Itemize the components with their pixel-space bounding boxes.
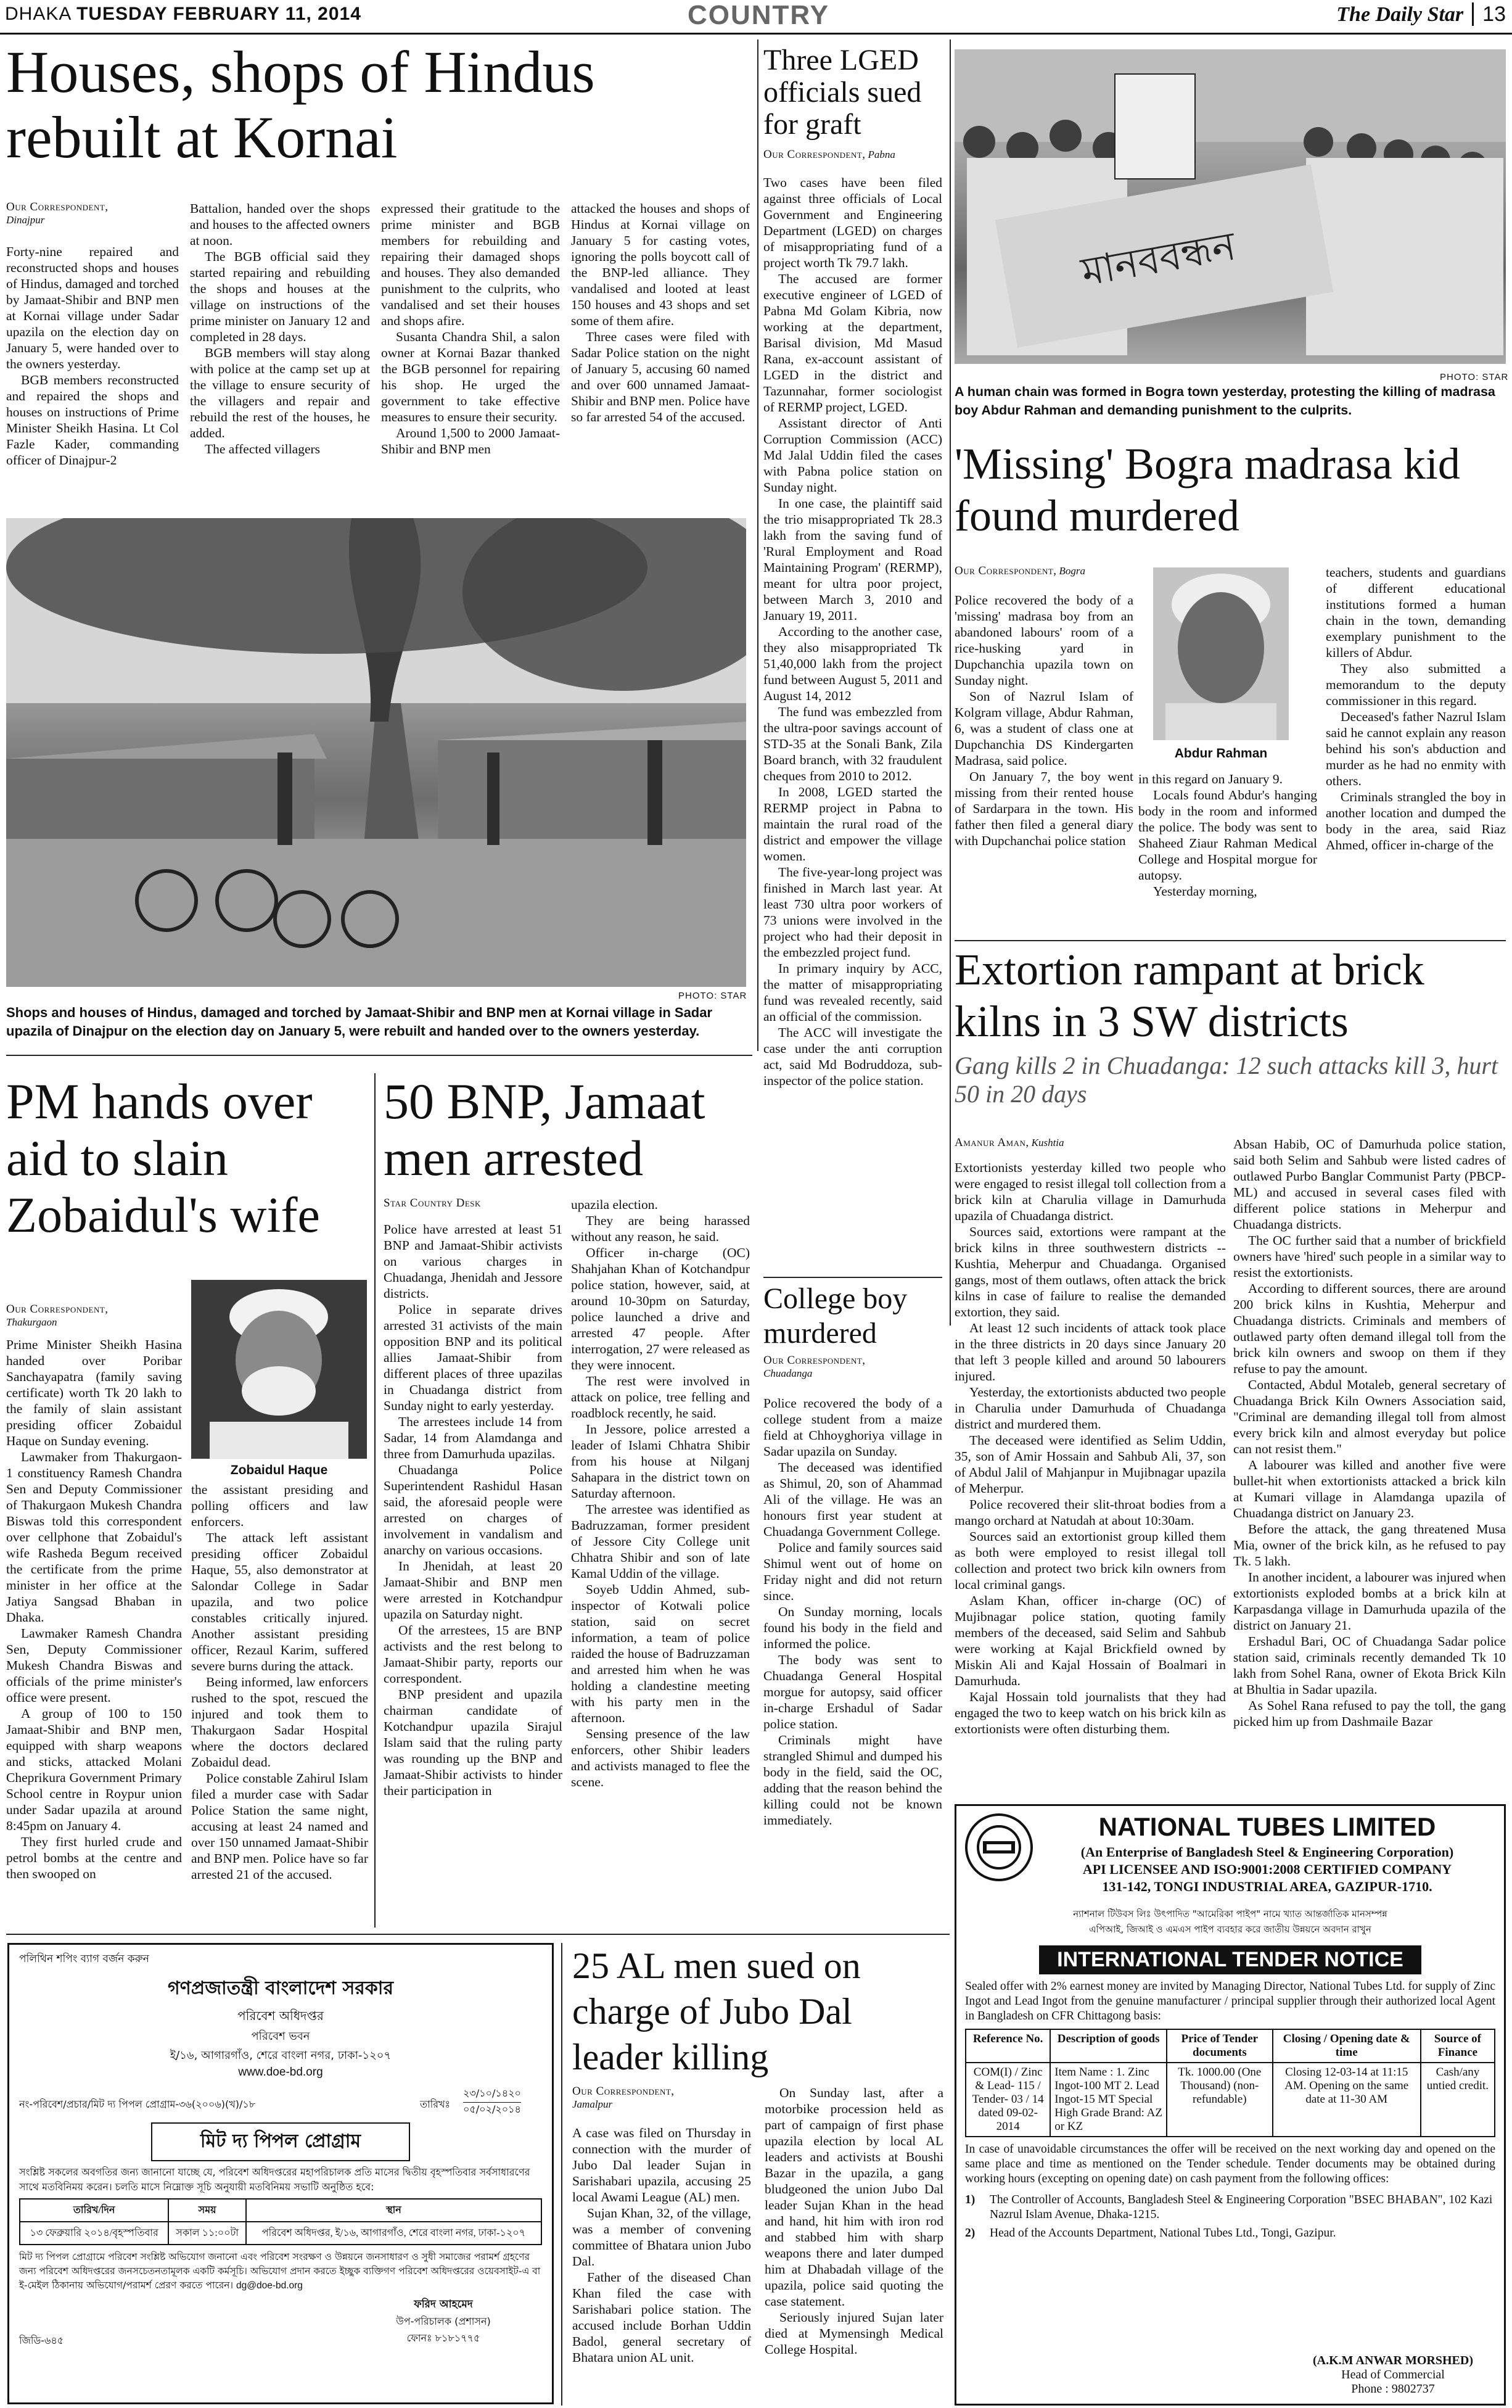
paragraph: Around 1,500 to 2000 Jamaat-Shibir and BNP men [381,426,560,456]
paragraph: Aslam Khan, officer in-charge (OC) of Mujibnagar police station, quoting family members of the deceased, said Selim and Sahbub were working at Kajal Brickfield owned by Miskin Ali and Kajal Hossain of Boalmari in Damurhuda. [955,1593,1226,1688]
byline-place: Bogra [1059,565,1086,577]
td-finance: Cash/any untied credit. [1421,2063,1495,2137]
paragraph: They first hurled crude and petrol bombs at the centre and then swooped on [6,1834,182,1881]
bnp-col-1 [384,1221,562,1926]
byline-place: Pabna [868,149,895,160]
paragraph: teachers, students and guardians of different educational institutions formed a human chain in the town, demanding exemplary punishment to the killers of Abdur. [1326,565,1506,660]
ad-date-1: ২৩/১০/১৪২০ [463,2085,521,2103]
ad-national-tubes [955,1804,1506,2406]
ad-dept: পরিবেশ অধিদপ্তর [237,2008,324,2023]
ad-date-label: তারিখঃ [420,2098,451,2110]
th-place: স্থান [246,2199,541,2222]
byline-lged [763,148,942,162]
paragraph: In one case, the plaintiff said the trio misappropriated Tk 28.3 lakh from the saving fund of 'Rural Employment and Road Maintaining Program' (RERMP), meant for ultra poor project, between March 3, 2010 and January 19, 2011. [763,496,942,623]
divider [6,1055,752,1056]
headline-50-bnp: 50 BNP, Jamaat men arrested [384,1073,705,1186]
ntl-office-1-text: The Controller of Accounts, Bangladesh Steel & Engineering Corporation "BSEC BHABAN", 102 Kazi Nazrul Islam Avenue, Dhaka-1215. [990,2193,1493,2221]
bogra-col-3 [1326,564,1506,915]
column-rule [757,39,758,1051]
headline-college-boy: College boy murdered [763,1282,908,1350]
photo-credit-kornai: PHOTO: STAR [678,991,747,1001]
photo-caption-kornai: Shops and houses of Hindus, damaged and torched by Jamaat-Shibir and BNP men at Kornai village in Sadar upazila of Dinajpur on the election day on January 5, were rebuilt and handed over to the owners yesterday. [6,1005,713,1039]
paragraph: Forty-nine repaired and reconstructed shops and houses of Hindus, damaged and torched by Jamaat-Shibir and BNP men at Kornai village under Sadar upazila on the election day on January 5, were handed over to the owners yesterday. [6,244,179,371]
bogra-photo-scene [955,49,1506,364]
paragraph: The BGB official said they started repairing and rebuilding the shops and houses at the village on instructions of the prime minister on January 12 and completed in 28 days. [190,249,370,344]
govt-ad-doe [7,1943,554,2404]
paragraph: The body was sent to Chuadanga General Hospital morgue for autopsy, said officer in-charge Ershadul of Sadar police station. [763,1652,942,1731]
kornai-photo [6,518,746,987]
ad-address: ই/১৬, আগারগাঁও, শেরে বাংলা নগর, ঢাকা-১২০৭ [170,2049,392,2062]
byline-place: Dinajpur [6,214,45,226]
page-number: 13 [1472,2,1506,26]
paragraph: BGB members reconstructed and repaired the shops and houses on instructions of Prime Minister Sheikh Hasina. Lt Col Fazle Kader, commanding officer of Dinajpur-2 [6,373,179,468]
extortion-col-1 [955,1160,1226,1795]
ad-memo-row [19,2084,542,2119]
paragraph: They also submitted a memorandum to the deputy commissioner in this regard. [1326,661,1506,708]
column-rule [561,1943,562,2406]
divider [6,1934,950,1935]
banner-text: মানববন্ধন [1078,223,1239,296]
byline-text: Our Correspondent, [955,564,1057,577]
paragraph: On January 7, the boy went missing from their rented house of Sardarpara in the town. His father then filed a general diary with Dupchanchai police station [955,769,1133,848]
td-date: ১৩ ফেব্রুয়ারি ২০১৪/বৃহস্পতিবার [20,2222,168,2245]
byline-bogra [955,564,1133,578]
headline-25-al: 25 AL men sued on charge of Jubo Dal leader killing [572,1945,861,2077]
ad-signer [351,2296,536,2347]
ad-email: dg@doe-bd.org [236,2280,303,2291]
ntl-logo [965,1813,1033,1881]
divider [763,1277,942,1278]
paragraph: The rest were involved in attack on police, tree felling and roadblock recently, he said. [571,1374,750,1420]
ad-top-note: পলিথিন শপিং ব্যাগ বর্জন করুন [19,1953,149,1965]
ntl-office-2-text: Head of the Accounts Department, National Tubes Ltd., Tongi, Gazipur. [990,2227,1336,2240]
paragraph: Absan Habib, OC of Damurhuda police station, said both Selim and Sahbub were listed cadres of outlawed Purbo Banglar Communist Party (PBCP-ML) and accused in several cases filed with different police stations in Meherpur and Chuadanga districts. [1233,1137,1506,1232]
paragraph: Yesterday morning, [1153,884,1257,899]
paragraph: the assistant presiding and polling officers and law enforcers. [191,1482,368,1529]
ntl-bangla-1: ন্যাশনাল টিউবস লিঃ উৎপাদিত "আমেরিকা পাইপ" নামে খ্যাত আন্তর্জাতিক মানসম্পন্ন [1073,1908,1387,1919]
paragraph: Extortionists yesterday killed two people who were engaged to resist illegal toll collection from a brick kiln at Charulia village in Damurhuda upazila of Chuadanga district. [955,1160,1226,1223]
paragraph: Sources said an extortionist group killed them as both were employed to resist illegal toll collection and protect two brick kiln owners from local criminal gangs. [955,1529,1226,1592]
headline-lged: Three LGED officials sued for graft [763,44,922,141]
kornai-col-4 [571,200,750,513]
ntl-tender-notice: INTERNATIONAL TENDER NOTICE [1039,1945,1421,1974]
paragraph: In Jessore, police arrested a leader of Islami Chhatra Shibir from his house at Nilganj Sahapara in the district town on Saturday afternoon. [571,1422,750,1501]
section-name: COUNTRY [688,0,829,30]
bogra-col-1 [955,592,1133,915]
byline-extortion [955,1136,1140,1150]
paragraph: A case was filed on Thursday in connection with the murder of Jubo Dal leader Sujan in Sarishabari upazila, accusing 25 local Awami League (AL) men. [572,2126,751,2204]
ntl-logo-icon [974,1823,1024,1872]
paragraph: upazila election. [571,1197,658,1212]
paragraph: Criminals strangled the boy in another location and dumped the body in the area, said Riaz Ahmed, officer in-charge of the [1326,790,1506,852]
byline-text: Our Correspondent, [6,1303,109,1316]
paragraph: attacked the houses and shops of Hindus at Kornai village on January 5 for casting votes, ignoring the polls boycott call of the BNP-led alliance. They vandalised and looted at least 150 houses and 43 shops and set some of them afire. [571,201,750,328]
paragraph: Lawmaker from Thakurgaon-1 constituency Ramesh Chandra Sen and Deputy Commissioner of Thakurgaon Mukesh Chandra Biswas told this correspondent over cellphone that Zobaidul's wife Rasheda Begum received the certificate from the prime minister in her office at the Jatiya Sangsad Bhaban in Dhaka. [6,1449,182,1625]
paragraph: Police and family sources said Shimul went out of home on Friday night and did not return since. [763,1540,942,1603]
paragraph: Two cases have been filed against three officials of Local Government and Engineering Department (LGED) on charges of misappropriating fund of a project worth Tk 79.7 lakh. [763,175,942,270]
byline-kornai [6,200,179,226]
abdur-rahman-portrait [1153,567,1289,740]
ntl-unavoidable: In case of unavoidable circumstances the offer will be received on the next working day and opened on the same place and time as mentioned on the Tender schedule. Tender documents may be obtained during working hours (excepting on opening date) on cash payment from the following offices: [965,2143,1495,2185]
paragraph: Chuadanga Police Superintendent Rashidul Hasan said, the aforesaid people were arrested on charges of involvement in vandalism and anarchy on various occasions. [384,1462,562,1557]
ad-signer-title: উপ-পরিচালক (প্রশাসন) [396,2315,491,2327]
ntl-signer-title: Head of Commercial [1341,2368,1445,2381]
paragraph: Assistant director of Anti Corruption Commission (ACC) Md Jalal Uddin filed the cases with Pabna police station on Sunday night. [763,416,942,495]
paragraph: On Sunday last, after a motorbike procession held as part of campaign of first phase upazila election by local AL leaders and activists at Boushi Bazar in the upazila, a gang bludgeoned the union Jubo Dal leader Sujan Khan in the head and hand, hit him with iron rod and stabbed him with sharp weapons there and later dumped him at Dhabadah village of the upazila, police said quoting the case statement. [765,2085,943,2309]
bogra-col-2 [1138,771,1317,915]
photo-caption-bogra: A human chain was formed in Bogra town yesterday, protesting the killing of madrasa boy Abdur Rahman and demanding punishment to the culprits. [955,384,1495,418]
paragraph: expressed their gratitude to the prime minister and BGB members for rebuilding and repairing their damaged shops and houses. They also demanded punishment to the culprits, who vandalised and set their houses and shops afire. [381,201,560,328]
th-price: Price of Tender documents [1167,2029,1273,2063]
byline-place: Chuadanga [763,1367,813,1379]
paragraph: Kajal Hossain told journalists that they had engaged the two to keep watch on his brick kiln as extortionists were often disturbing them. [955,1689,1226,1736]
pm-col-1 [6,1337,182,1926]
paragraph: The ACC will investigate the case under the anti corruption act, said Md Bodruddoza, sub-inspector of the police station. [763,1025,942,1088]
ntl-bangla-2: এপিআই, জিআই ও এমএস পাইপ ব্যবহার করে জাতীয় উন্নয়নে অবদান রাখুন [1089,1924,1371,1935]
ntl-sub-1: (An Enterprise of Bangladesh Steel & Engineering Corporation) [1080,1844,1454,1860]
td-reference: COM(I) / Zinc & Lead- 115 / Tender- 03 / 14 dated 09-02-2014 [966,2063,1050,2137]
paragraph: in this regard on January 9. [1138,772,1283,786]
paragraph: Three cases were filed with Sadar Police station on the night of January 5, accusing 60 named and over 600 unnamed Jamaat-Shibir and BNP men. Police have so far arrested 54 of the accused. [571,329,750,424]
paragraph: Son of Nazrul Islam of Kolgram village, Abdur Rahman, 6, was a student of class one at Dupchanchia DS Kindergarten Madrasa, said police. [955,689,1133,768]
th-reference: Reference No. [966,2029,1050,2063]
byline-text: Amanur Aman, [955,1136,1029,1149]
kornai-col-3 [381,200,560,513]
zobaidul-portrait [191,1280,367,1459]
ad-date-2: ০৫/০২/২০১৪ [463,2103,521,2115]
byline-place: Jamalpur [572,2098,613,2110]
byline-text: Our Correspondent, [572,2085,675,2098]
portrait-caption-abdur: Abdur Rahman [1174,746,1268,761]
lged-body [763,175,942,1272]
dateline [5,4,361,25]
ad-bhaban: পরিবেশ ভবন [251,2030,310,2043]
byline-text: Our Correspondent, [763,1354,866,1367]
paragraph: Of the arrestees, 15 are BNP activists and the rest belong to Jamaat-Shibir party, reports our correspondent. [384,1623,562,1686]
al-col-2 [765,2085,943,2406]
byline-text: Our Correspondent, [6,200,109,213]
ntl-header [965,1812,1495,1905]
ntl-signature [1300,2354,1485,2396]
ad-signer-phone: ফোনঃ ৮১৮১৭৭৫ [406,2332,480,2344]
paragraph: The attack left assistant presiding officer Zobaidul Haque, 55, also demonstrator at Salondar College in Sadar upazila, and two police constables critically injured. Another assistant presiding officer, Rezaul Karim, suffered severe burns during the attack. [191,1530,368,1673]
ad-ref: জিডি-৬৪৫ [19,2335,64,2346]
headline-kornai: Houses, shops of Hindus rebuilt at Kornai [6,39,595,170]
paragraph: BGB members will stay along with police at the camp set up at the village to ensure security of the villagers and repair and rebuild the rest of the houses, he added. [190,345,370,440]
bogra-photo [955,49,1506,364]
paragraph: Battalion, handed over the shops and houses to the affected owners at noon. [190,201,370,248]
portrait-figure [191,1280,367,1459]
ntl-office-2: 2) Head of the Accounts Department, National Tubes Ltd., Tongi, Gazipur. [965,2226,1495,2241]
paragraph: Father of the diseased Chan Khan filed the case with Sarishabari police station. The accused include Borhan Uddin Badol, general secretary of Bhatara union AL unit. [572,2270,751,2365]
th-date: তারিখ/দিন [20,2199,168,2222]
portrait-caption-zobaidul: Zobaidul Haque [230,1463,328,1477]
paragraph: Police in separate drives arrested 31 activists of the main opposition BNP and its political allies Jamaat-Shibir from different places of three upazilas in Chuadanga district from Sunday night to early yesterday. [384,1302,562,1413]
th-description: Description of goods [1050,2029,1167,2063]
paragraph: In primary inquiry by ACC, the matter of misappropriating fund was revealed recently, said an official of the commission. [763,961,942,1024]
paragraph: Police recovered the body of a college student from a maize field at Chhoyghoriya village in Sadar upazila on Sunday. [763,1396,942,1459]
paragraph: The five-year-long project was finished in March last year. At least 730 ultra poor workers of 73 unions were involved in the project who had their deposit in the embezzled project fund. [763,865,942,960]
kicker-extortion: Gang kills 2 in Chuadanga: 12 such attacks kill 3, hurt 50 in 20 days [955,1052,1498,1108]
paragraph: Yesterday, the extortionists abducted two people in Charulia under Damurhuda of Chuadanga district and murdered them. [955,1385,1226,1432]
ad-memo-number: নং-পরিবেশ/প্রচার/মিট দ্য পিপল প্রোগ্রাম-৩৬(২০০৬)(খ)/১৮ [19,2098,256,2110]
ad-program-title: মিট দ্য পিপল প্রোগ্রাম [151,2122,410,2161]
ad-note [19,2250,542,2293]
paragraph: Deceased's father Nazrul Islam said he cannot explain any reason behind his son's abduction and murder as he had no enmity with others. [1326,709,1506,788]
paragraph: Soyeb Uddin Ahmed, sub-inspector of Kotwali police station, said on secret information, a team of police raided the house of Badruzzaman and arrested him when he was holding a clandestine meeting with his party men in the afternoon. [571,1582,750,1725]
paragraph: At least 12 such incidents of attack took place in the three districts in 20 days since January 20 that left 3 people killed and around 50 labourers injured. [955,1321,1226,1383]
paragraph: A group of 100 to 150 Jamaat-Shibir and BNP men, equipped with sharp weapons and sticks, attacked Molani Cheprikura Government Primary School centre in Roypur union under Sadar upazila at around 8:45pm on January 4. [6,1706,182,1833]
paragraph: The accused are former executive engineer of LGED of Pabna Md Golam Kibria, now working at the department, Barisal division, Md Masud Rana, ex-account assistant of LGED in the district and Tazunnahar, former sociologist of RERMP project, LGED. [763,271,942,414]
masthead [1336,2,1506,27]
kornai-col-1 [6,244,179,513]
paragraph: On Sunday morning, locals found his body in the field and informed the police. [763,1604,942,1651]
ntl-signer-name: (A.K.M ANWAR MORSHED) [1313,2354,1473,2367]
paragraph: In 2008, LGED started the RERMP project in Pabna to maintain the rural road of the district and empower the village women. [763,785,942,864]
td-closing: Closing 12-03-14 at 11:15 AM. Opening on the same date at 11-30 AM [1273,2063,1421,2137]
th-finance: Source of Finance [1421,2029,1495,2063]
paragraph: The affected villagers [205,442,321,456]
ntl-sub-2: API LICENSEE AND ISO:9001:2008 CERTIFIED COMPANY [1082,1862,1452,1877]
td-time: সকাল ১১:০০টা [168,2222,246,2245]
paragraph: Police constable Zahirul Islam filed a murder case with Sadar Police Station the same night, accusing at least 24 named and over 150 unnamed Jamaat-Shibir and BNP men. Police have so far arrested 21 of the accused. [191,1771,368,1882]
byline-place: Kushtia [1031,1137,1064,1148]
paragraph: Police recovered the body of a 'missing' madrasa boy from an abandoned labours' room of a rice-husking yard in Dupchanchia upazila town on Sunday night. [955,593,1133,688]
paragraph: The deceased was identified as Shimul, 20, son of Ahammad Ali of the village. He was an honours first year student at Chuadanga Government College. [763,1460,942,1539]
page-header [0,0,1512,35]
paragraph: BNP president and upazila chairman candidate of Kotchandpur upazila Sirajul Islam said that the ruling party was rounding up the BNP and Jamaat-Shibir activists to hinder their participation in [384,1687,562,1798]
ad-note-text: মিট দ্য পিপল প্রোগ্রামে পরিবেশ সংশ্লিষ্ট অভিযোগ জনানো এবং পরিবেশ সংরক্ষণ ও উন্নয়নে জনসাধারণ ও সুধী সমাজের পরামর্শ গ্রহণের জন্য পরিবেশ অধিদপ্তরের জনসচেতনতামূলক একটি কর্মসূচি। অভিযোগ প্রদান করতে ইচ্ছুক ব্যক্তিগণ পরিবেশ অধিদপ্তরের ওয়েবসাইট-এ বা ই-মেইল ঠিকানায় অভিযোগ/পরামর্শ প্রেরণ করতে পারেন। [19,2251,541,2291]
headline-extortion: Extortion rampant at brick kilns in 3 SW districts [955,945,1424,1046]
paper-name: The Daily Star [1336,3,1464,26]
paragraph: Before the attack, the gang threatened Musa Mia, owner of the brick kiln, as he refused to pay Tk. 5 lakh. [1233,1522,1506,1569]
pm-col-2 [191,1482,368,1926]
college-body [763,1395,942,1926]
paragraph: The fund was embezzled from the ultra-poor savings account of STD-35 at the Sonali Bank, Zila Board branch, with 32 fraudulent cheques from 2010 to 2012. [763,704,942,783]
dateline-city: DHAKA [5,4,71,24]
byline-50-bnp: Star Country Desk [384,1197,481,1210]
ntl-tender-table [965,2029,1495,2137]
paragraph: The arrestee was identified as Badruzzaman, former president of Jessore City College unit Chhatra Shibir and son of late Kamal Uddin of the village. [571,1502,750,1581]
dateline-date: TUESDAY FEBRUARY 11, 2014 [76,4,361,24]
paragraph: Lawmaker Ramesh Chandra Sen, Deputy Commissioner Mukesh Chandra Biswas and officials of the prime minister's office were present. [6,1626,182,1705]
paragraph: In another incident, a labourer was injured when extortionists exploded bombs at a brick kiln at Karpasdanga village in Damurhuda upazila of the district on January 21. [1233,1570,1506,1633]
headline-bogra: 'Missing' Bogra madrasa kid found murdered [955,439,1460,540]
ntl-intro: Sealed offer with 2% earnest money are invited by Managing Director, National Tubes Ltd. for supply of Zinc Ingot and Lead Ingot from the genuine manufacturer / principal supplier through their authorized local Agent in Bangladesh on CFR Chittagong basis: [965,1980,1495,2022]
ad-govt-title: গণপ্রজাতন্ত্রী বাংলাদেশ সরকার [168,1977,393,1999]
column-rule [950,39,951,1326]
bnp-col-2 [571,1197,750,1926]
th-closing: Closing / Opening date & time [1273,2029,1421,2063]
td-description: Item Name : 1. Zinc Ingot-100 MT 2. Lead Ingot-15 MT Special High Grade Brand: AZ or KZ [1050,2063,1167,2137]
al-col-1 [572,2125,751,2406]
divider [955,940,1506,941]
ad-schedule-table [19,2198,542,2245]
headline-pm-aid: PM hands over aid to slain Zobaidul's wife [6,1073,320,1243]
paragraph: The arrestees include 14 from Sadar, 14 from Alamdanga and three from Damurhuda upazilas. [384,1414,562,1461]
kornai-col-2 [190,200,370,513]
ntl-sub-3: 131-142, TONGI INDUSTRIAL AREA, GAZIPUR-1710. [1102,1879,1432,1894]
paragraph: Police recovered their slit-throat bodies from a mango orchard at Natudah at about 10:30am. [955,1497,1226,1528]
paragraph: Officer in-charge (OC) Shahjahan Khan of Kotchandpur police station, however, said, at around 10-30pm on Saturday, police launched a drive and arrested 47 people. After interrogation, 27 were released as they were innocent. [571,1245,750,1372]
column-rule [374,1073,376,1928]
paragraph: They are being harassed without any reason, he said. [571,1213,750,1244]
paragraph: Prime Minister Sheikh Hasina handed over Poribar Sanchayapatra (family saving certificate) worth Tk 20 lakh to the family of slain assistant presiding officer Zobaidul Haque on Sunday evening. [6,1337,182,1448]
paragraph: According to the another case, they also misappropriated Tk 51,40,000 lakh from the project fund between August 5, 2011 and August 14, 2012 [763,624,942,703]
td-price: Tk. 1000.00 (One Thousand) (non-refundable) [1167,2063,1273,2137]
paragraph: Sujan Khan, 32, of the village, was a member of convening committee of Bhatara union Jubo Dal. [572,2206,751,2269]
byline-text: Our Correspondent, [763,148,866,161]
paragraph: Sensing presence of the law enforcers, other Shibir leaders and activists managed to flee the scene. [571,1726,750,1789]
ad-website: www.doe-bd.org [238,2066,323,2079]
th-time: সময় [168,2199,246,2222]
photo-credit-bogra: PHOTO: STAR [1440,372,1509,382]
ntl-signer-phone: Phone : 9802737 [1351,2382,1435,2396]
kornai-photo-scene [6,518,746,987]
paragraph: Police have arrested at least 51 BNP and Jamaat-Shibir activists on various charges in Chuadanga, Jhenidah and Jessore districts. [384,1222,562,1301]
ntl-office-1: 1) The Controller of Accounts, Bangladesh Steel & Engineering Corporation "BSEC BHABAN", 102 Kazi Nazrul Islam Avenue, Dhaka-1215. [965,2193,1495,2222]
byline-place: Thakurgaon [6,1316,57,1328]
byline-college [763,1354,942,1380]
extortion-col-2 [1233,1136,1506,1795]
paragraph: A labourer was killed and another five were bullet-hit when extortionists attacked a brick kiln at Kumari village in Alamdanga upazila of Chuadanga district on January 23. [1233,1458,1506,1520]
paragraph: Locals found Abdur's hanging body in the room and informed the police. The body was sent to Shaheed Ziaur Rahman Medical College and Hospital morgue for autopsy. [1138,788,1317,883]
paragraph: Sources said, extortions were rampant at the brick kilns in three southwestern districts -- Kushtia, Meherpur and Chuadanga. Organised gangs, most of them outlaws, often attack the brick kilns in case of failure to realise the demanded extortion, they said. [955,1224,1226,1319]
ad-signature-block [19,2296,542,2349]
ntl-title: NATIONAL TUBES LIMITED [1098,1812,1436,1841]
paragraph: Ershadul Bari, OC of Chuadanga Sadar police station said, criminals recently demanded Tk 10 lakh from Sohel Rana, owner of Ekota Brick Kiln at Bhultia in Sadar upazila. [1233,1634,1506,1697]
paragraph: The OC further said that a number of brickfield owners have 'hired' such people in a similar way to resist the extortionists. [1233,1233,1506,1280]
paragraph: Seriously injured Sujan later died at Mymensingh Medical College Hospital. [765,2310,943,2357]
paragraph: The deceased were identified as Selim Uddin, 35, son of Amir Hossain and Sahbub Ali, 37, son of Abdul Jalil of Mahjanpur in Mujibnagar upazila of Meherpur. [955,1433,1226,1496]
paragraph: Being informed, law enforcers rushed to the spot, rescued the injured and took them to Thakurgaon Sadar Hospital where the doctors declared Zobaidul dead. [191,1675,368,1770]
ad-signer-name: ফরিদ আহমেদ [414,2298,473,2311]
paragraph: Criminals might have strangled Shimul and dumped his body in the field, said the OC, adding that the reason behind the killing could not be known immediately. [763,1733,942,1828]
ad-intro: সংশ্লিষ্ট সকলের অবগতির জন্য জানানো যাচ্ছে যে, পরিবেশ অধিদপ্তরের মহাপরিচালক প্রতি মাসের দ্বিতীয় বৃহস্পতিবার সর্বসাধারণের সাথে মতবিনিময় করেন। চলতি মাসে নিম্নোক্ত সূচি অনুযায়ী মতবিনিময় সভাটি অনুষ্ঠিত হবে: [19,2166,530,2193]
paragraph: Contacted, Abdul Motaleb, general secretary of Chuadanga Brick Kiln Owners Association said, "Criminal are demanding illegal toll from almost every brick kiln and almost everyday but police can not resist them." [1233,1377,1506,1456]
paragraph: In Jhenidah, at least 20 Jamaat-Shibir and BNP men were arrested in Kotchandpur upazila on Saturday night. [384,1559,562,1622]
portrait-figure [1153,567,1289,740]
paragraph: As Sohel Rana refused to pay the toll, the gang picked him up from Dashmaile Bazar [1233,1698,1506,1729]
td-place: পরিবেশ অধিদপ্তর, ই/১৬, আগারগাঁও, শেরে বাংলা নগর, ঢাকা-১২০৭ [246,2222,541,2245]
byline-25-al [572,2085,751,2111]
paragraph: According to different sources, there are around 200 brick kilns in Kushtia, Meherpur and Chuadanga districts. Criminals and members of outlawed party often demand illegal toll from the brick kiln owners and swoop on them if they refuse to pay the amount. [1233,1281,1506,1376]
byline-pm [6,1303,185,1329]
paragraph: Susanta Chandra Shil, a salon owner at Kornai Bazar thanked the BGB personnel for repairing his shop. He urged the government to take effective measures to ensure their security. [381,329,560,424]
